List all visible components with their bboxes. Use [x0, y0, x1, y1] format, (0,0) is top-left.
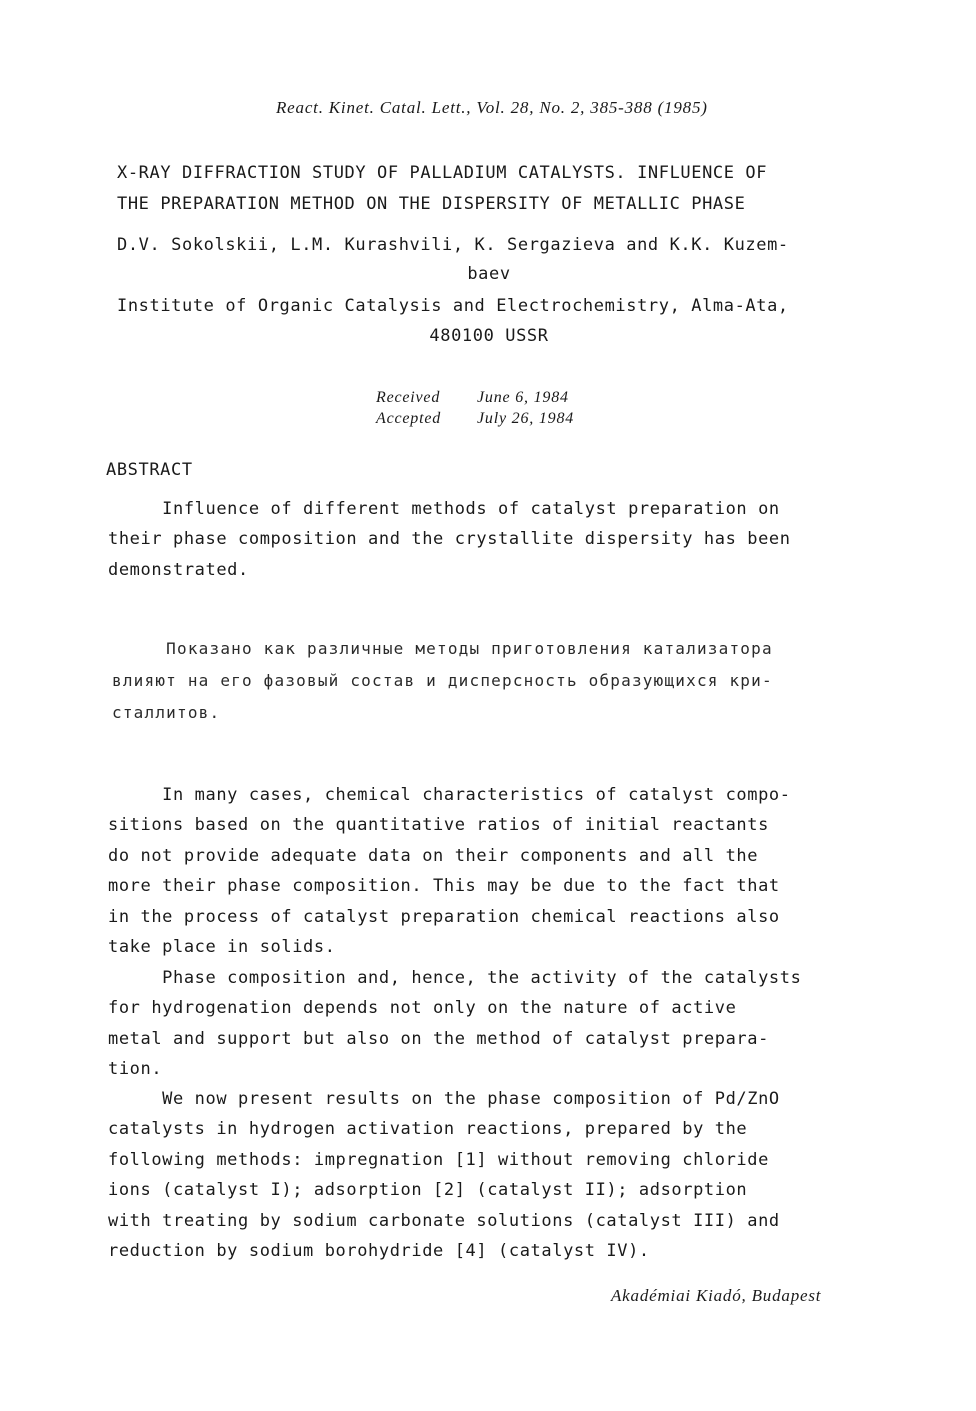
body-line: sitions based on the quantitative ratios of initial reactants: [108, 815, 769, 836]
accepted-date: July 26, 1984: [477, 410, 575, 427]
abstract-ru-line: Показано как различные методы приготовления катализатора: [112, 639, 773, 658]
body-line: with treating by sodium carbonate solutions (catalyst III) and: [108, 1210, 780, 1231]
body-line: Phase composition and, hence, the activity of the catalysts: [108, 968, 802, 988]
body-line: catalysts in hydrogen activation reactions, prepared by the: [108, 1119, 748, 1140]
abstract-en-line: demonstrated.: [108, 559, 249, 580]
body-line: take place in solids.: [108, 936, 336, 957]
body-line: metal and support but also on the method of catalyst prepara-: [108, 1028, 769, 1049]
body-line: in the process of catalyst preparation chemical reactions also: [108, 906, 780, 927]
body-line: tion.: [108, 1059, 163, 1080]
abstract-ru-line: влияют на его фазовый состав и дисперсность образующихся кри-: [112, 671, 773, 690]
received-date: June 6, 1984: [477, 389, 569, 406]
affiliation-line-1: Institute of Organic Catalysis and Electrochemistry, Alma-Ata,: [117, 296, 789, 316]
publisher-footer: Akadémiai Kiadó, Budapest: [611, 1286, 822, 1305]
abstract-russian: [112, 633, 882, 729]
body-paragraph-2: [108, 963, 878, 1085]
authors-line-2: baev: [467, 264, 511, 284]
affiliation-line-2: 480100 USSR: [429, 326, 549, 346]
abstract-english: [108, 494, 878, 585]
article-title-line-2: THE PREPARATION METHOD ON THE DISPERSITY OF METALLIC PHASE: [117, 194, 746, 214]
body-line: more their phase composition. This may be due to the fact that: [108, 876, 780, 897]
body-line: do not provide adequate data on their components and all the: [108, 845, 759, 866]
body-paragraph-3: [108, 1084, 878, 1266]
accepted-label: Accepted: [376, 410, 442, 427]
body-line: following methods: impregnation [1] without removing chloride: [108, 1149, 769, 1170]
authors-line-1: D.V. Sokolskii, L.M. Kurashvili, K. Sergazieva and K.K. Kuzem-: [117, 235, 789, 255]
abstract-en-line: Influence of different methods of catalyst preparation on: [108, 499, 780, 519]
abstract-en-line: their phase composition and the crystallite dispersity has been: [108, 529, 791, 550]
article-title-line-1: X-RAY DIFFRACTION STUDY OF PALLADIUM CATALYSTS. INFLUENCE OF: [117, 163, 768, 183]
body-paragraph-1: [108, 780, 878, 962]
body-line: for hydrogenation depends not only on the nature of active: [108, 998, 737, 1019]
journal-citation: React. Kinet. Catal. Lett., Vol. 28, No. 2, 385-388 (1985): [276, 98, 708, 117]
received-label: Received: [376, 389, 441, 406]
body-line: We now present results on the phase composition of Pd/ZnO: [108, 1089, 780, 1109]
body-line: ions (catalyst I); adsorption [2] (catalyst II); adsorption: [108, 1180, 748, 1201]
abstract-ru-line: сталлитов.: [112, 703, 221, 722]
abstract-heading: ABSTRACT: [106, 460, 193, 480]
body-line: In many cases, chemical characteristics of catalyst compo-: [108, 785, 791, 805]
body-line: reduction by sodium borohydride [4] (catalyst IV).: [108, 1240, 650, 1261]
